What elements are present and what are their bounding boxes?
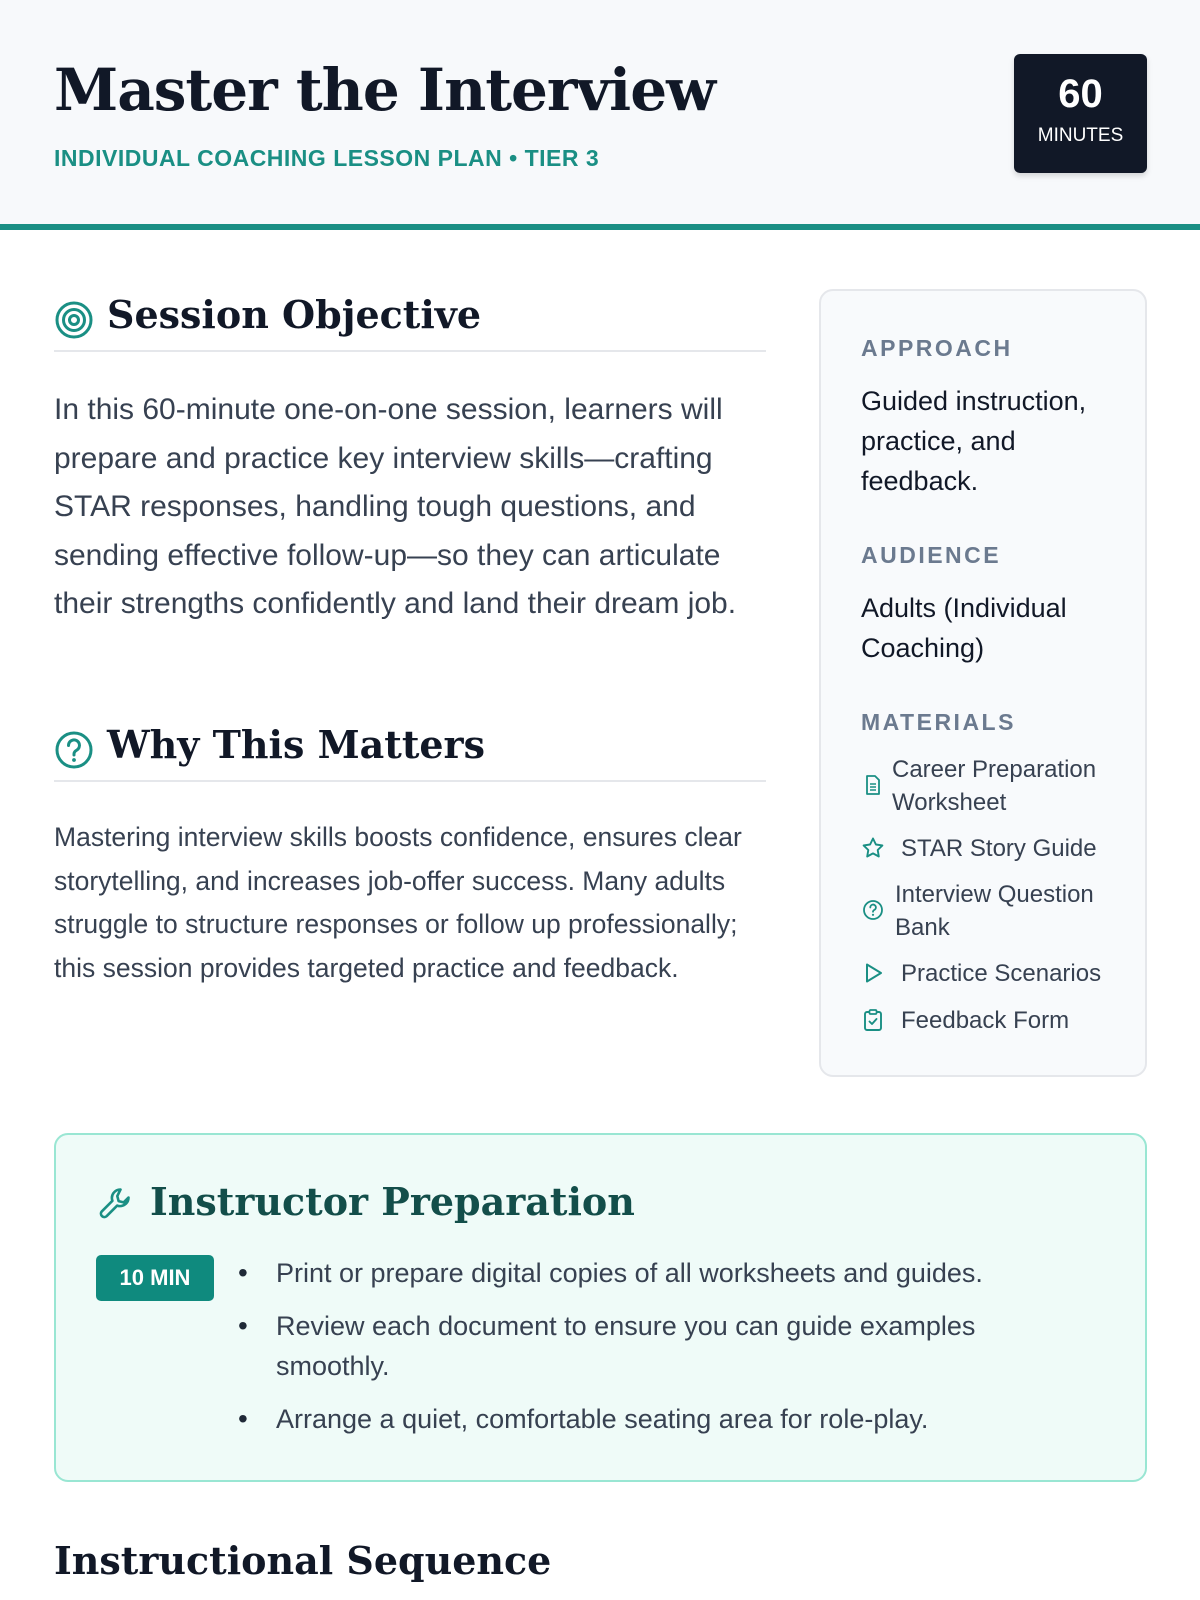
page-title: Master the Interview xyxy=(54,56,716,124)
duration-value: 60 xyxy=(1058,72,1103,116)
matters-text: Mastering interview skills boosts confidence, ensures clear storytelling, and increases job-offer success. Many adults struggle to structure responses or follow up professionally; this session provides targeted practice and feedback. xyxy=(54,822,742,983)
prep-time-badge: 10 MIN xyxy=(96,1255,214,1301)
material-label: Interview Question Bank xyxy=(895,881,1094,941)
material-label: Practice Scenarios xyxy=(901,960,1102,987)
audience-label: AUDIENCE xyxy=(861,542,1002,568)
duration-badge xyxy=(1014,54,1147,173)
approach-label: APPROACH xyxy=(861,335,1013,361)
prep-list xyxy=(238,1253,1058,1452)
matters-heading: Why This Matters xyxy=(107,722,485,767)
materials-label: MATERIALS xyxy=(861,709,1016,735)
audience-value: Adults (Individual Coaching) xyxy=(861,593,1067,663)
duration-label: MINUTES xyxy=(1037,125,1124,146)
prep-item: • Print or prepare digital copies of all worksheets and guides. xyxy=(238,1253,1058,1293)
prep-item: • Arrange a quiet, comfortable seating area for role-play. xyxy=(238,1399,1058,1439)
approach-value: Guided instruction, practice, and feedback. xyxy=(861,386,1087,496)
prep-item: • Review each document to ensure you can guide examples smoothly. xyxy=(238,1306,1058,1386)
objective-header xyxy=(54,288,766,352)
material-label: Feedback Form xyxy=(901,1007,1070,1034)
sequence-heading: Instructional Sequence xyxy=(54,1538,552,1583)
question-circle-icon xyxy=(861,898,885,922)
page-subtitle: INDIVIDUAL COACHING LESSON PLAN • TIER 3 xyxy=(54,145,600,171)
clipboard-check-icon xyxy=(861,1008,885,1032)
play-icon xyxy=(861,961,885,985)
target-icon xyxy=(54,300,94,340)
question-circle-icon xyxy=(54,730,94,770)
matters-header xyxy=(54,718,766,782)
wrench-icon xyxy=(96,1183,136,1223)
material-label: STAR Story Guide xyxy=(901,835,1097,862)
page-header xyxy=(0,0,1200,230)
star-icon xyxy=(861,836,885,860)
info-sidebar xyxy=(819,289,1147,1077)
objective-text: In this 60-minute one-on-one session, learners will prepare and practice key interview skills—crafting STAR responses, handling tough questions, and sending effective follow-up—so they can articulate their strengths confidently and land their dream job. xyxy=(54,393,737,620)
prep-heading: Instructor Preparation xyxy=(150,1179,635,1224)
document-icon xyxy=(861,773,885,797)
material-label: Career Preparation Worksheet xyxy=(892,756,1097,816)
objective-heading: Session Objective xyxy=(107,292,482,337)
instructor-prep-card xyxy=(54,1133,1147,1482)
